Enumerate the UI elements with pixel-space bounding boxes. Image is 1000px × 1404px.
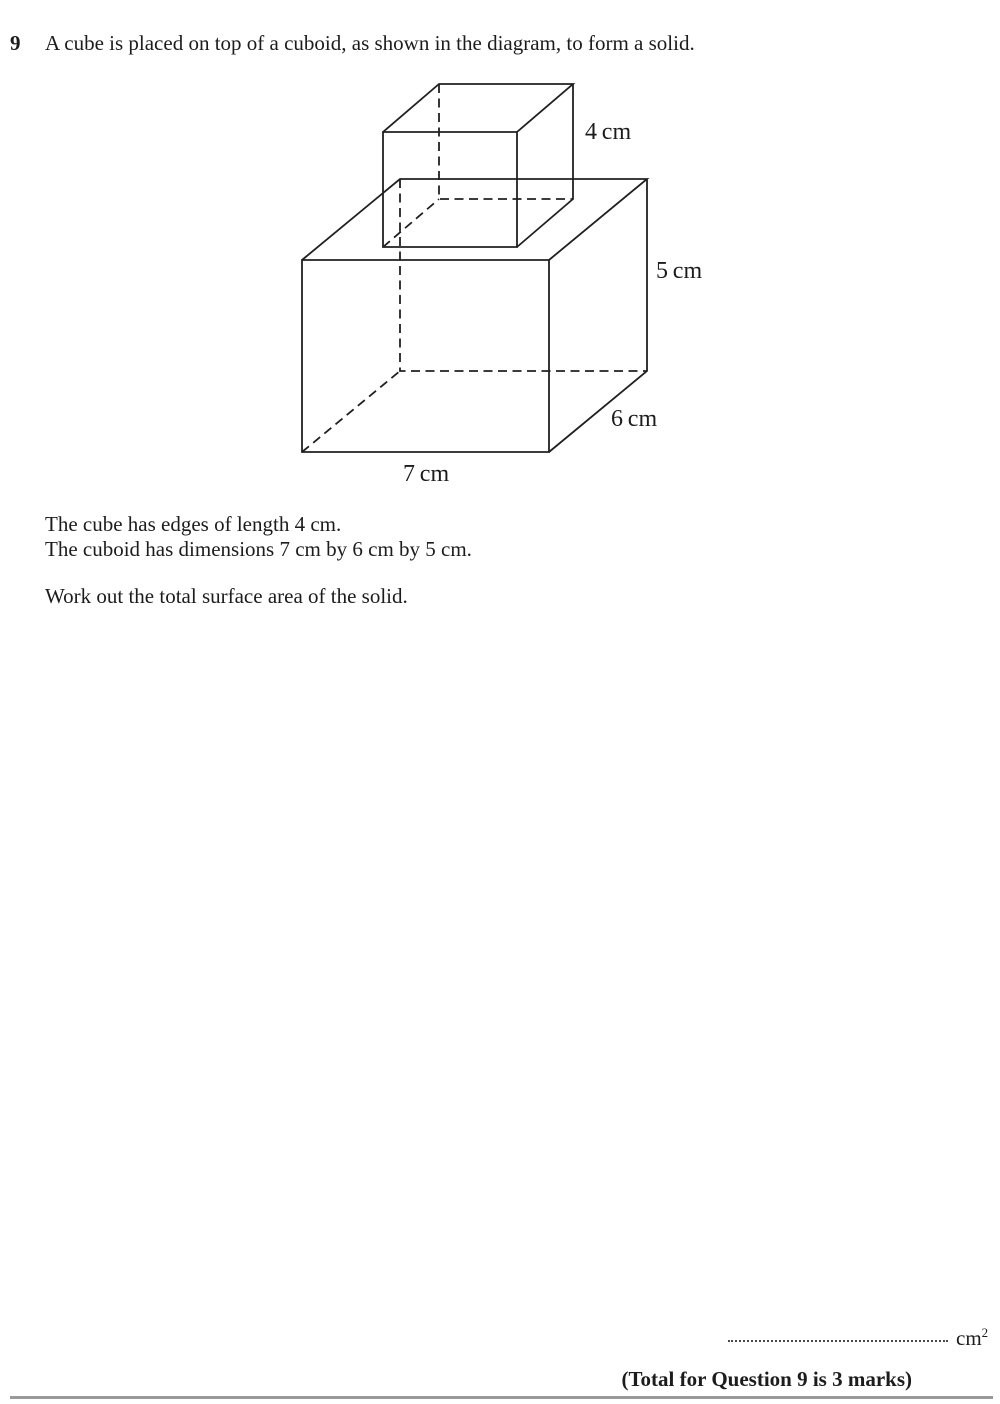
statement-cube-edges: The cube has edges of length 4 cm.	[45, 512, 342, 536]
cuboid-front-face	[302, 260, 549, 452]
answer-dotted-line	[728, 1340, 948, 1342]
total-marks-text: (Total for Question 9 is 3 marks)	[621, 1367, 912, 1391]
statement-cuboid-dimensions: The cuboid has dimensions 7 cm by 6 cm by 5 cm.	[45, 537, 472, 561]
question-number: 9	[10, 31, 21, 55]
cuboid-hidden-bottom-left-edge	[302, 371, 400, 452]
instruction-work-out: Work out the total surface area of the solid.	[45, 584, 408, 608]
dim-label-cube-edge: 4 cm	[585, 119, 632, 145]
question-text: A cube is placed on top of a cuboid, as shown in the diagram, to form a solid.	[45, 31, 695, 55]
cube-hidden-bottom-left-edge	[383, 199, 439, 247]
answer-unit-exponent: 2	[981, 1325, 989, 1340]
page-bottom-rule	[10, 1396, 993, 1399]
answer-unit-base: cm	[956, 1326, 982, 1350]
answer-unit	[956, 1326, 988, 1350]
solid-diagram	[0, 0, 1000, 500]
cube-top-face-edges	[383, 84, 573, 132]
cuboid-hidden-back-edges	[400, 179, 647, 371]
dim-label-cuboid-depth: 6 cm	[611, 406, 658, 432]
dim-label-cuboid-height: 5 cm	[656, 258, 703, 284]
dim-label-cuboid-width: 7 cm	[403, 461, 450, 487]
cube-front-face	[383, 132, 517, 247]
